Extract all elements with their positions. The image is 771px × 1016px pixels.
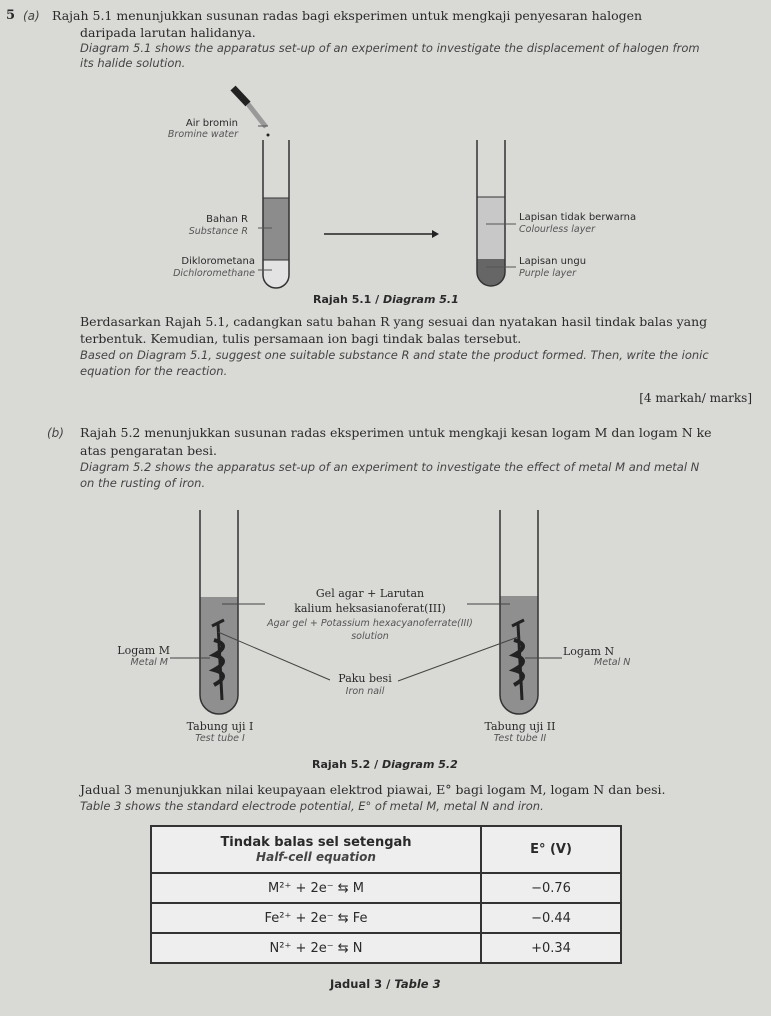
label-dcm-ms: Diklorometana <box>181 256 255 267</box>
header-ms: Tindak balas sel setengah <box>220 835 412 850</box>
marks-label: [4 markah/ marks] <box>639 391 752 405</box>
gel-ms-2: kalium heksasianoferat(III) <box>294 602 446 615</box>
tube2-ms: Tabung uji II <box>484 720 556 733</box>
table-3 <box>150 825 622 964</box>
label-colourless-en: Colourless layer <box>519 224 596 235</box>
label-substance-ms: Bahan R <box>206 214 248 225</box>
label-substance-en: Substance R <box>188 226 248 237</box>
metal-m-en: Metal M <box>130 657 168 668</box>
diagram-5-1-caption: Rajah 5.1 / Diagram 5.1 <box>313 293 459 306</box>
label-dcm-en: Dichloromethane <box>173 268 255 279</box>
table3-intro-ms: Jadual 3 menunjukkan nilai keupayaan elektrod piawai, E° bagi logam M, logam N dan besi. <box>80 782 666 797</box>
header-e: E° (V) <box>481 826 621 873</box>
header-en: Half-cell equation <box>256 850 376 864</box>
label-purple-ms: Lapisan ungu <box>519 256 587 267</box>
arrow-icon <box>324 230 439 238</box>
gel-en-1: Agar gel + Potassium hexacyanoferrate(III) <box>267 618 473 629</box>
label-colourless-ms: Lapisan tidak berwarna <box>519 212 637 223</box>
q5a-ms-2: daripada larutan halidanya. <box>80 25 256 40</box>
q5a-en-2: its halide solution. <box>80 56 186 70</box>
nail-en: Iron nail <box>345 686 385 697</box>
test-tube-after <box>477 140 505 286</box>
q5a-ms-1: Rajah 5.1 menunjukkan susunan radas bagi eksperimen untuk mengkaji penyesaran halogen <box>52 8 643 23</box>
gel-en-2: solution <box>351 631 389 642</box>
label-bromine-en: Bromine water <box>167 129 238 140</box>
part-label: (a) <box>23 9 40 23</box>
tube2-en: Test tube II <box>493 733 547 744</box>
nail-ms: Paku besi <box>338 672 392 685</box>
table-row: N²⁺ + 2e⁻ ⇆ N +0.34 <box>151 933 621 963</box>
dropper-icon <box>233 88 270 137</box>
question-number: 5 <box>6 8 16 23</box>
gel-ms-1: Gel agar + Larutan <box>315 587 425 600</box>
table3-intro-en: Table 3 shows the standard electrode potential, E° of metal M, metal N and iron. <box>80 799 544 813</box>
tube1-en: Test tube I <box>195 733 245 744</box>
q5a-task-ms-1: Berdasarkan Rajah 5.1, cadangkan satu bahan R yang sesuai dan nyatakan hasil tindak balas yang <box>80 314 708 329</box>
q5b-en-2: on the rusting of iron. <box>80 476 206 490</box>
metal-n-ms: Logam N <box>563 645 615 658</box>
test-tube-II <box>500 510 538 714</box>
tube1-ms: Tabung uji I <box>186 720 254 733</box>
table-row: M²⁺ + 2e⁻ ⇆ M −0.76 <box>151 873 621 903</box>
q5a-task-en-1: Based on Diagram 5.1, suggest one suitable substance R and state the product formed. Then, write the ionic <box>80 348 709 362</box>
q5a-task-ms-2: terbentuk. Kemudian, tulis persamaan ion bagi tindak balas tersebut. <box>80 331 522 346</box>
metal-n-en: Metal N <box>594 657 631 668</box>
part-b-label: (b) <box>47 426 64 440</box>
diagram-5-2-caption: Rajah 5.2 / Diagram 5.2 <box>312 758 458 771</box>
q5b-en-1: Diagram 5.2 shows the apparatus set-up of an experiment to investigate the effect of metal M and metal N <box>80 460 700 474</box>
q5b-ms-1: Rajah 5.2 menunjukkan susunan radas eksperimen untuk mengkaji kesan logam M dan logam N ke <box>80 425 712 440</box>
q5a-task-en-2: equation for the reaction. <box>80 364 228 378</box>
table-3-caption: Jadual 3 / Table 3 <box>330 977 441 991</box>
test-tube-before <box>263 140 289 288</box>
table-row: Fe²⁺ + 2e⁻ ⇆ Fe −0.44 <box>151 903 621 933</box>
label-purple-en: Purple layer <box>519 268 577 279</box>
metal-m-ms: Logam M <box>117 644 170 657</box>
test-tube-I <box>200 510 238 714</box>
q5a-en-1: Diagram 5.1 shows the apparatus set-up of an experiment to investigate the displacement of halogen from <box>80 41 700 55</box>
q5b-ms-2: atas pengaratan besi. <box>80 443 217 458</box>
label-bromine-ms: Air bromin <box>185 118 238 129</box>
table-header-row <box>151 826 621 873</box>
